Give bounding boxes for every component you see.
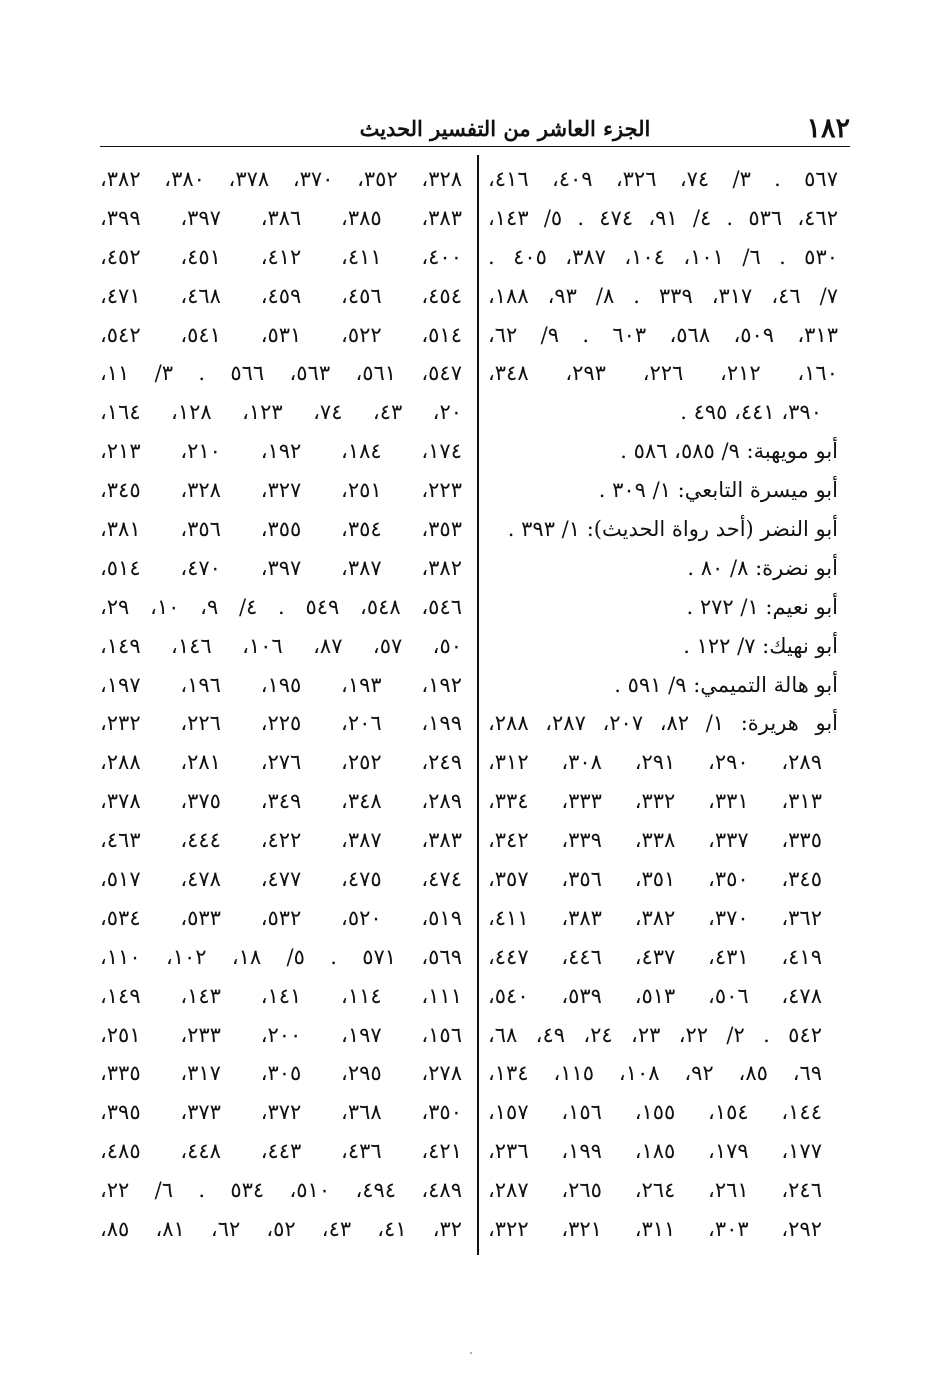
index-column-right [488, 160, 838, 1249]
page-header [100, 112, 850, 147]
index-entry: أبو هالة التميمي: ٩/ ٥٩١ . [614, 672, 838, 697]
index-line: ٣٩٠، ٤٤١، ٤٩٥ . [680, 400, 822, 425]
index-line: ٣٤٥، ٣٥٠، ٣٥١، ٣٥٦، ٣٥٧، [488, 867, 822, 892]
index-line: ٣١٣، ٥٠٩، ٥٦٨، ٦٠٣ . ٩/ ٦٢، [488, 322, 838, 347]
index-line: ٣٦٢، ٣٧٠، ٣٨٢، ٣٨٣، ٤١١، [488, 905, 822, 930]
index-line: ٤٦٢، ٥٣٦ . ٤/ ٩١، ٤٧٤ . ٥/ ١٤٣، [488, 205, 838, 230]
index-entry: أبو النضر (أحد رواة الحديث): ١/ ٣٩٣ . [507, 517, 838, 542]
index-entry: أبو مويهبة: ٩/ ٥٨٥، ٥٨٦ . [620, 439, 838, 464]
index-line: ٥٦٧ . ٣/ ٧٤، ٣٢٦، ٤٠٩، ٤١٦، [488, 167, 838, 191]
index-line: ٥٠، ٥٧، ٨٧، ١٠٦، ١٤٦، ١٤٩، [100, 633, 462, 658]
index-line: ٣٨٣، ٣٨٧، ٤٢٢، ٤٤٤، ٤٦٣، [100, 828, 462, 853]
index-line: ٣٨٢، ٣٨٧، ٣٩٧، ٤٧٠، ٥١٤، [100, 555, 462, 580]
index-line: ٥٤٧، ٥٦١، ٥٦٣، ٥٦٦ . ٣/ ١١، [100, 361, 462, 386]
index-line: ٦٩، ٨٥، ٩٢، ١٠٨، ١١٥، ١٣٤، [488, 1061, 823, 1086]
index-line: ٤٧٤، ٤٧٥، ٤٧٧، ٤٧٨، ٥١٧، [100, 867, 462, 892]
index-line: ٣٣٥، ٣٣٧، ٣٣٨، ٣٣٩، ٣٤٢، [488, 828, 822, 853]
index-line: ١١١، ١١٤، ١٤١، ١٤٣، ١٤٩، [100, 983, 462, 1008]
index-line: ١٤٤، ١٥٤، ١٥٥، ١٥٦، ١٥٧، [488, 1100, 822, 1125]
index-line: ١٩٩، ٢٠٦، ٢٢٥، ٢٢٦، ٢٣٢، [100, 711, 462, 736]
scan-speck [470, 1352, 472, 1354]
index-line: ٤٢١، ٤٣٦، ٤٤٣، ٤٤٨، ٤٨٥، [100, 1139, 462, 1164]
index-line: ٢٤٩، ٢٥٢، ٢٧٦، ٢٨١، ٢٨٨، [100, 750, 462, 775]
index-line: ١٥٦، ١٩٧، ٢٠٠، ٢٣٣، ٢٥١، [100, 1022, 462, 1047]
index-line: ٣٢، ٤١، ٤٣، ٥٢، ٦٢، ٨١، ٨٥، [100, 1217, 462, 1242]
index-line: ٥٣٠ . ٦/ ١٠١، ١٠٤، ٣٨٧، ٤٠٥ . [488, 244, 838, 269]
index-line: ٣١٣، ٣٣١، ٣٣٢، ٣٣٣، ٣٣٤، [488, 789, 822, 814]
index-line: ٢٧٨، ٢٩٥، ٣٠٥، ٣١٧، ٣٣٥، [100, 1061, 462, 1086]
index-line: ٣٨٣، ٣٨٥، ٣٨٦، ٣٩٧، ٣٩٩، [100, 205, 462, 230]
index-line: ٥٦٩، ٥٧١ . ٥/ ١٨، ١٠٢، ١١٠، [100, 944, 462, 969]
index-line: ٢٩٢، ٣٠٣، ٣١١، ٣٢١، ٣٢٢، [488, 1217, 822, 1242]
index-line: ٤٥٤، ٤٥٦، ٤٥٩، ٤٦٨، ٤٧١، [100, 283, 462, 308]
index-entry: أبو ميسرة التابعي: ١/ ٣٠٩ . [598, 478, 838, 503]
index-entry: أبو نعيم: ١/ ٢٧٢ . [686, 594, 838, 619]
page-number: ١٨٢ [806, 113, 850, 144]
index-line: أبو هريرة: ١/ ٨٢، ٢٠٧، ٢٨٧، ٢٨٨، [488, 711, 838, 736]
index-line: ٥٤٦، ٥٤٨، ٥٤٩ . ٤/ ٩، ١٠، ٢٩، [100, 594, 462, 619]
index-line: ٤٧٨، ٥٠٦، ٥١٣، ٥٣٩، ٥٤٠، [488, 983, 822, 1008]
index-line: ٥١٤، ٥٢٢، ٥٣١، ٥٤١، ٥٤٢، [100, 322, 462, 347]
index-line: ١٧٧، ١٧٩، ١٨٥، ١٩٩، ٢٣٦، [488, 1139, 822, 1164]
index-line: ١٦٠، ٢١٢، ٢٢٦، ٢٩٣، ٣٤٨، [488, 361, 838, 386]
index-line: ٤١٩، ٤٣١، ٤٣٧، ٤٤٦، ٤٤٧، [488, 944, 822, 969]
index-line: ٤٨٩، ٤٩٤، ٥١٠، ٥٣٤ . ٦/ ٢٢، [100, 1178, 462, 1203]
index-line: ٢٤٦، ٢٦١، ٢٦٤، ٢٦٥، ٢٨٧، [488, 1178, 822, 1203]
index-line: ٥١٩، ٥٢٠، ٥٣٢، ٥٣٣، ٥٣٤، [100, 905, 462, 930]
column-divider [477, 155, 479, 1255]
index-entry: أبو نهيك: ٧/ ١٢٢ . [683, 633, 838, 658]
index-line: ٣٢٨، ٣٥٢، ٣٧٠، ٣٧٨، ٣٨٠، ٣٨٢، [100, 167, 462, 191]
index-line: ٢٨٩، ٢٩٠، ٢٩١، ٣٠٨، ٣١٢، [488, 750, 822, 775]
index-line: ١٧٤، ١٨٤، ١٩٢، ٢١٠، ٢١٣، [100, 439, 462, 464]
index-entry: أبو نضرة: ٨/ ٨٠ . [687, 555, 838, 580]
index-line: ٥٤٢ . ٢/ ٢٢، ٢٣، ٢٤، ٤٩، ٦٨، [488, 1022, 823, 1047]
index-column-left [100, 160, 462, 1249]
index-line: ٢٢٣، ٢٥١، ٣٢٧، ٣٢٨، ٣٤٥، [100, 478, 462, 503]
index-line: ٧/ ٤٦، ٣١٧، ٣٣٩ . ٨/ ٩٣، ١٨٨، [488, 283, 838, 308]
index-line: ١٩٢، ١٩٣، ١٩٥، ١٩٦، ١٩٧، [100, 672, 462, 697]
index-line: ٢٠، ٤٣، ٧٤، ١٢٣، ١٢٨، ١٦٤، [100, 400, 462, 425]
index-line: ٢٨٩، ٣٤٨، ٣٤٩، ٣٧٥، ٣٧٨، [100, 789, 462, 814]
index-line: ٤٠٠، ٤١١، ٤١٢، ٤٥١، ٤٥٢، [100, 244, 462, 269]
index-line: ٣٥٣، ٣٥٤، ٣٥٥، ٣٥٦، ٣٨١، [100, 517, 462, 542]
index-line: ٣٥٠، ٣٦٨، ٣٧٢، ٣٧٣، ٣٩٥، [100, 1100, 462, 1125]
running-title: الجزء العاشر من التفسير الحديث [359, 116, 651, 141]
